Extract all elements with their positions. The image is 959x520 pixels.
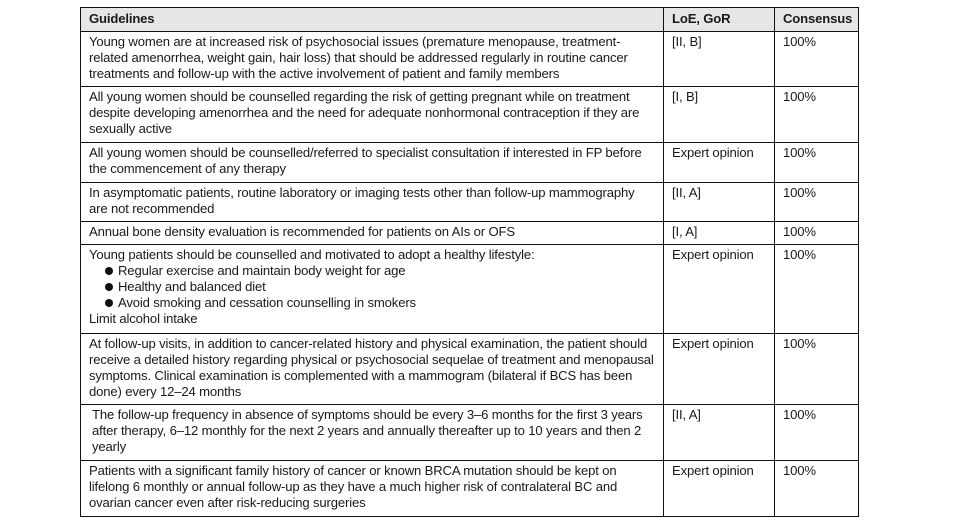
lifestyle-bullet-list — [89, 263, 655, 311]
guideline-cell: The follow-up frequency in absence of symptoms should be every 3–6 months for the first 3 years after therapy, 6–12 monthly for the next 2 years and annually thereafter up to 10 years and then 2 yearly — [81, 405, 664, 461]
loe-gor-cell: [II, B] — [664, 32, 775, 87]
loe-gor-cell: [II, A] — [664, 405, 775, 461]
guideline-cell — [81, 245, 664, 334]
guideline-intro: Young patients should be counselled and motivated to adopt a healthy lifestyle: — [89, 247, 535, 262]
table-row — [81, 405, 859, 461]
loe-gor-cell: Expert opinion — [664, 245, 775, 334]
consensus-cell: 100% — [775, 461, 859, 517]
bullet-icon — [105, 299, 113, 307]
loe-gor-cell: Expert opinion — [664, 461, 775, 517]
guideline-cell: All young women should be counselled/referred to specialist consultation if interested in FP before the commencement of any therapy — [81, 143, 664, 183]
guideline-cell: All young women should be counselled regarding the risk of getting pregnant while on treatment despite developing amenorrhea and the need for adequate nonhormonal contraception if they are sexually active — [81, 87, 664, 143]
guideline-cell: In asymptomatic patients, routine laboratory or imaging tests other than follow-up mammography are not recommended — [81, 183, 664, 222]
list-item-text: Regular exercise and maintain body weight for age — [118, 263, 406, 278]
table-row — [81, 222, 859, 245]
consensus-cell: 100% — [775, 405, 859, 461]
bullet-icon — [105, 267, 113, 275]
loe-gor-cell: Expert opinion — [664, 334, 775, 405]
loe-gor-cell: [II, A] — [664, 183, 775, 222]
consensus-cell: 100% — [775, 334, 859, 405]
table-row — [81, 143, 859, 183]
guideline-cell: Young women are at increased risk of psychosocial issues (premature menopause, treatment-related amenorrhea, weight gain, hair loss) that should be addressed regularly in routine cancer treatments and follow-up with the active involvement of patient and family members — [81, 32, 664, 87]
loe-gor-cell: [I, A] — [664, 222, 775, 245]
table-header-row — [81, 8, 859, 32]
loe-gor-cell: Expert opinion — [664, 143, 775, 183]
consensus-cell: 100% — [775, 183, 859, 222]
table-row — [81, 183, 859, 222]
table-row — [81, 461, 859, 517]
consensus-cell: 100% — [775, 245, 859, 334]
header-loe-gor: LoE, GoR — [664, 8, 775, 32]
guideline-cell: Patients with a significant family history of cancer or known BRCA mutation should be kept on lifelong 6 monthly or annual follow-up as they have a much higher risk of contralateral BC and ovarian cancer even after risk-reducing surgeries — [81, 461, 664, 517]
table-row — [81, 87, 859, 143]
list-item — [103, 279, 655, 295]
consensus-cell: 100% — [775, 87, 859, 143]
guideline-after: Limit alcohol intake — [89, 311, 198, 326]
guideline-cell: At follow-up visits, in addition to cancer-related history and physical examination, the patient should receive a detailed history regarding physical or psychosocial sequelae of treatment and menopausal symptoms. Clinical examination is complemented with a mammogram (bilateral if BCS has been done) every 12–24 months — [81, 334, 664, 405]
list-item-text: Healthy and balanced diet — [118, 279, 266, 294]
table-row — [81, 245, 859, 334]
list-item — [103, 263, 655, 279]
consensus-cell: 100% — [775, 143, 859, 183]
list-item — [103, 295, 655, 311]
table-row — [81, 32, 859, 87]
list-item-text: Avoid smoking and cessation counselling in smokers — [118, 295, 416, 310]
table-row — [81, 334, 859, 405]
header-consensus: Consensus — [775, 8, 859, 32]
consensus-cell: 100% — [775, 222, 859, 245]
loe-gor-cell: [I, B] — [664, 87, 775, 143]
consensus-cell: 100% — [775, 32, 859, 87]
guidelines-table — [80, 7, 859, 517]
bullet-icon — [105, 283, 113, 291]
guideline-cell: Annual bone density evaluation is recommended for patients on AIs or OFS — [81, 222, 664, 245]
header-guidelines: Guidelines — [81, 8, 664, 32]
